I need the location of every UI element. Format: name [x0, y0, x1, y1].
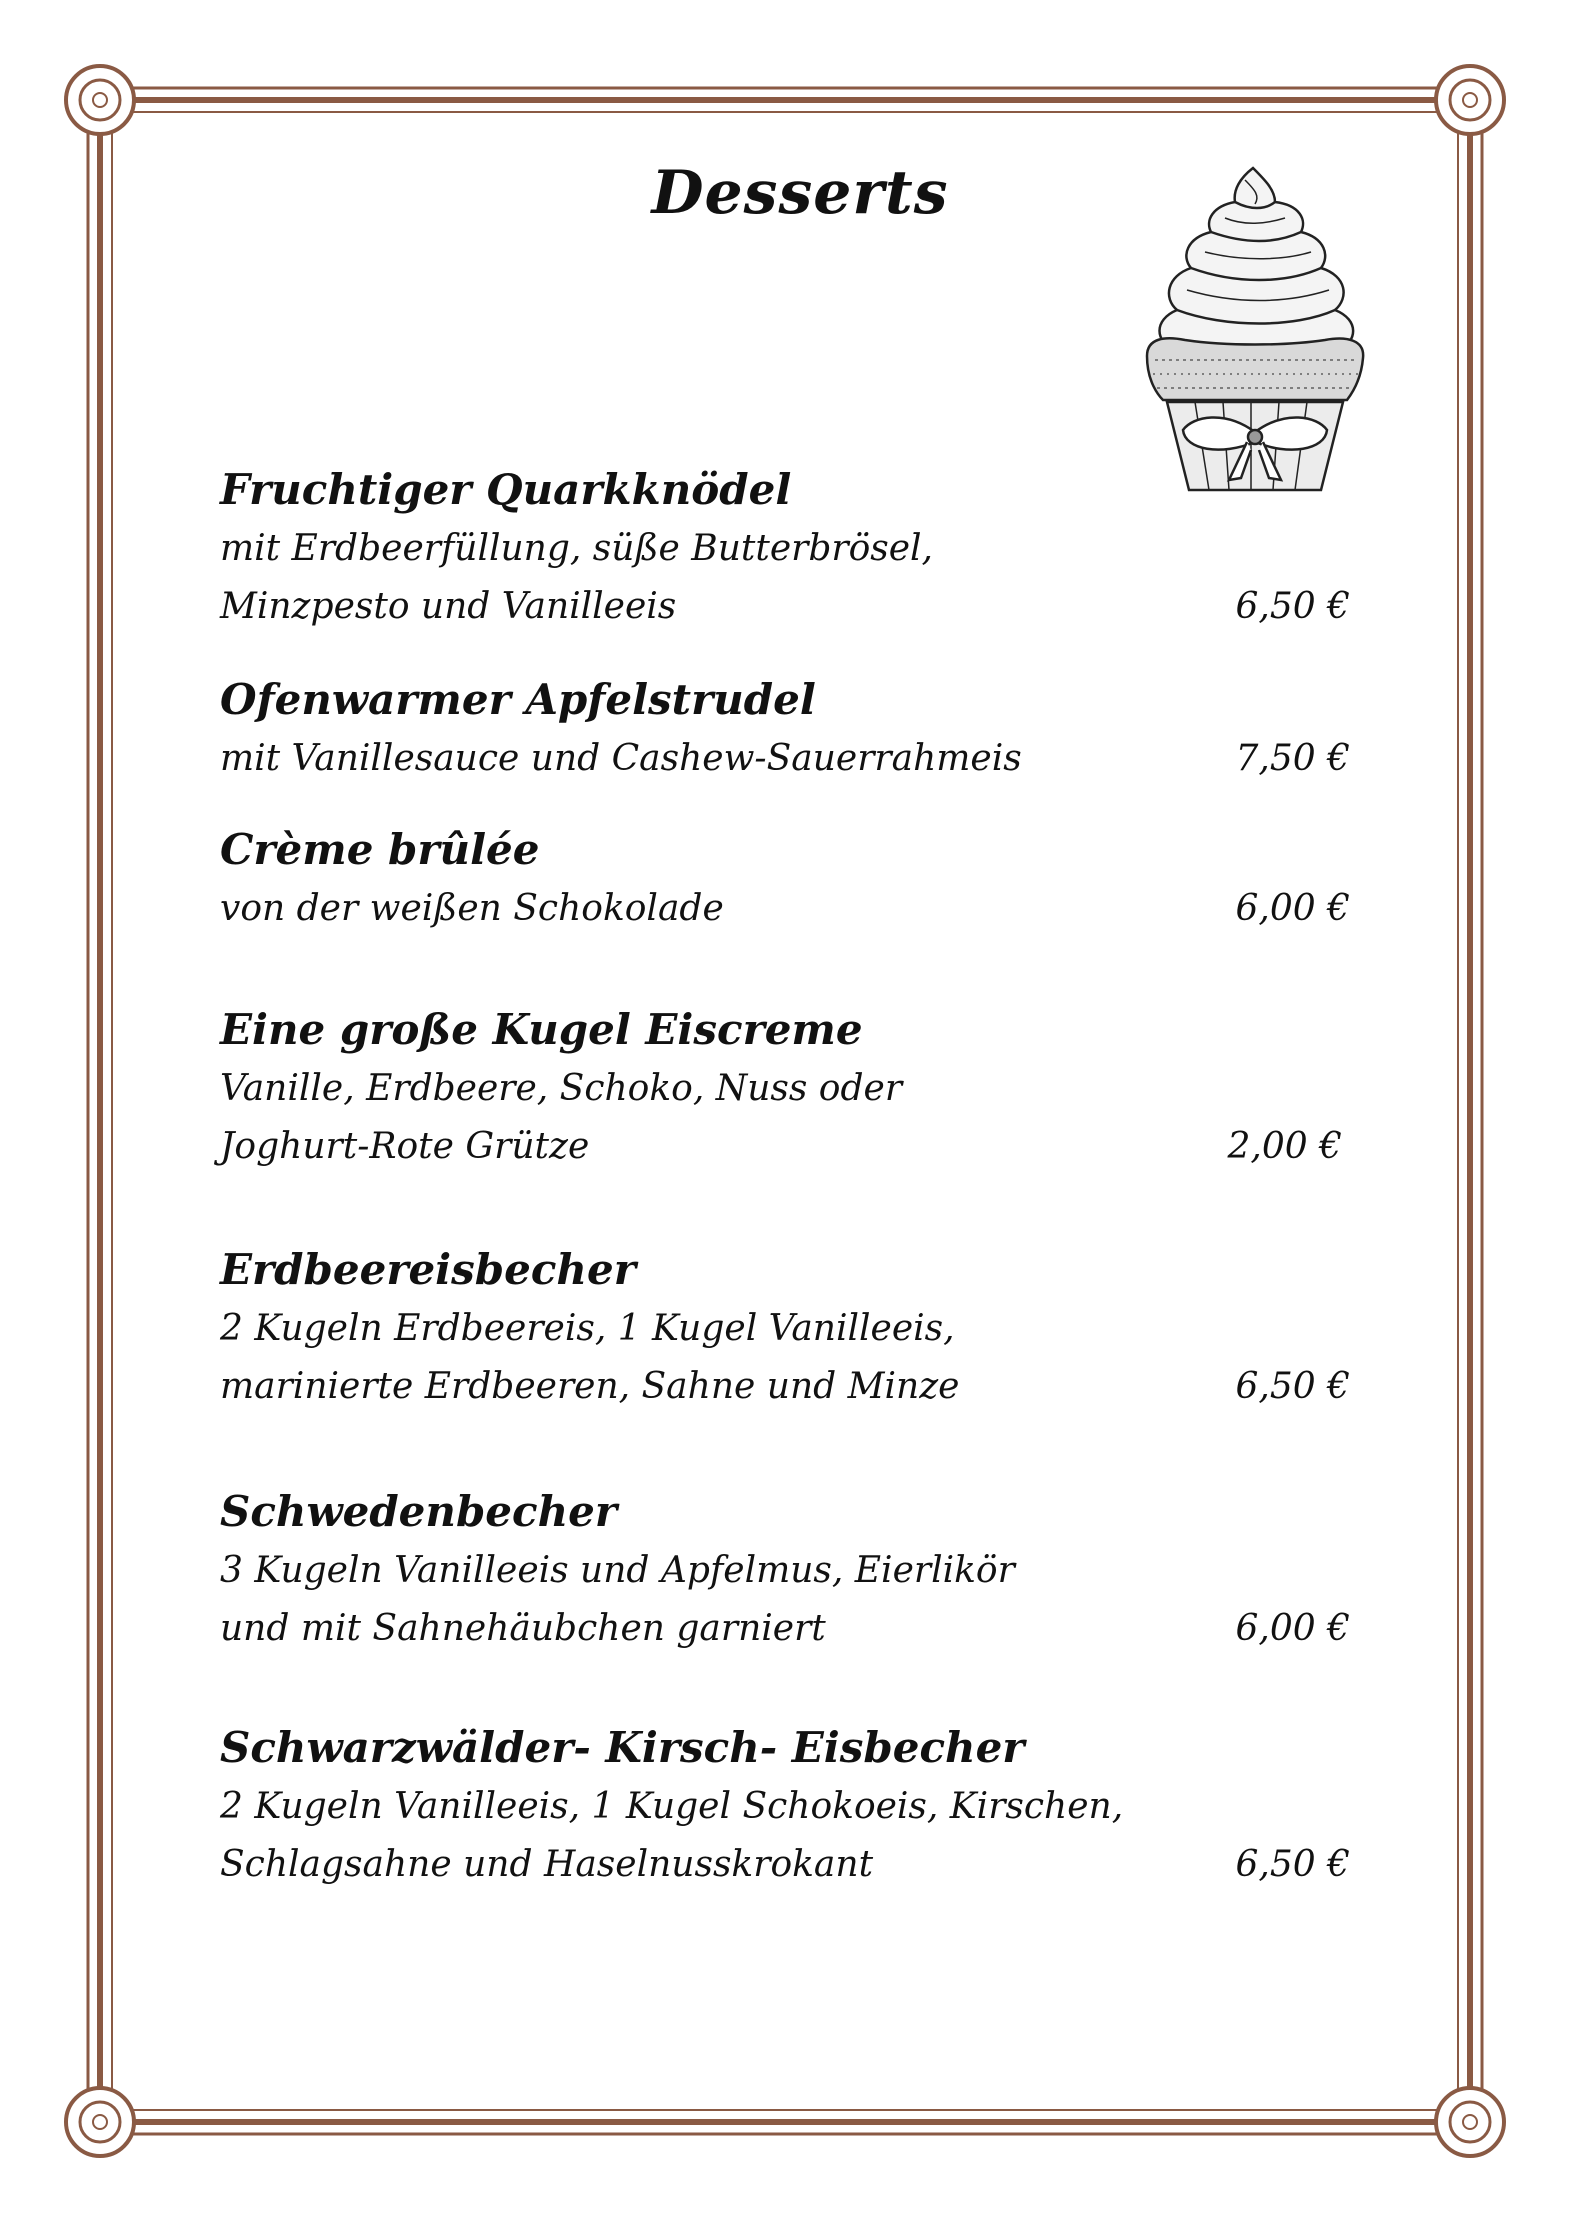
item-price: 2,00 €: [1227, 1126, 1342, 1167]
item-price: 6,50 €: [1235, 1844, 1350, 1885]
item-name: Eine große Kugel Eiscreme: [220, 1005, 863, 1054]
menu-item: [220, 820, 1350, 938]
item-price: 6,50 €: [1235, 1366, 1350, 1407]
item-price: 6,00 €: [1235, 1608, 1350, 1649]
item-description-row: [220, 880, 1350, 938]
item-description-row: [220, 578, 1350, 636]
item-description-row: [220, 730, 1350, 788]
item-description: Minzpesto und Vanilleeis: [220, 586, 677, 627]
item-description-row: [220, 1118, 1350, 1176]
item-description: Schlagsahne und Haselnusskrokant: [220, 1844, 874, 1885]
item-description: und mit Sahnehäubchen garniert: [220, 1608, 826, 1649]
menu-item: [220, 1718, 1350, 1894]
item-name: Ofenwarmer Apfelstrudel: [220, 675, 816, 724]
item-description-row: [220, 1358, 1350, 1416]
item-name: Schwarzwälder- Kirsch- Eisbecher: [220, 1723, 1025, 1772]
menu-item: [220, 670, 1350, 788]
cupcake-illustration: [1125, 160, 1385, 500]
item-name: Crème brûlée: [220, 825, 540, 874]
item-description: Joghurt-Rote Grütze: [220, 1126, 590, 1167]
item-description: 2 Kugeln Vanilleeis, 1 Kugel Schokoeis, Kirschen,: [220, 1786, 1124, 1827]
item-description: von der weißen Schokolade: [220, 888, 724, 929]
item-description: mit Erdbeerfüllung, süße Butterbrösel,: [220, 528, 934, 569]
menu-item: [220, 1000, 1350, 1176]
menu-item: [220, 1482, 1350, 1658]
item-description: Vanille, Erdbeere, Schoko, Nuss oder: [220, 1068, 903, 1109]
page-title: Desserts: [651, 158, 949, 228]
item-price: 6,00 €: [1235, 888, 1350, 929]
item-description-row: [220, 1836, 1350, 1894]
item-price: 6,50 €: [1235, 586, 1350, 627]
item-description: 3 Kugeln Vanilleeis und Apfelmus, Eierlikör: [220, 1550, 1015, 1591]
item-price: 7,50 €: [1235, 738, 1350, 779]
item-name: Schwedenbecher: [220, 1487, 617, 1536]
item-description: 2 Kugeln Erdbeereis, 1 Kugel Vanilleeis,: [220, 1308, 955, 1349]
item-description: mit Vanillesauce und Cashew-Sauerrahmeis: [220, 738, 1022, 779]
item-name: Fruchtiger Quarkknödel: [220, 465, 792, 514]
menu-item: [220, 1240, 1350, 1416]
item-description: marinierte Erdbeeren, Sahne und Minze: [220, 1366, 960, 1407]
menu-item: [220, 460, 1350, 636]
item-name: Erdbeereisbecher: [220, 1245, 636, 1294]
item-description-row: [220, 1600, 1350, 1658]
